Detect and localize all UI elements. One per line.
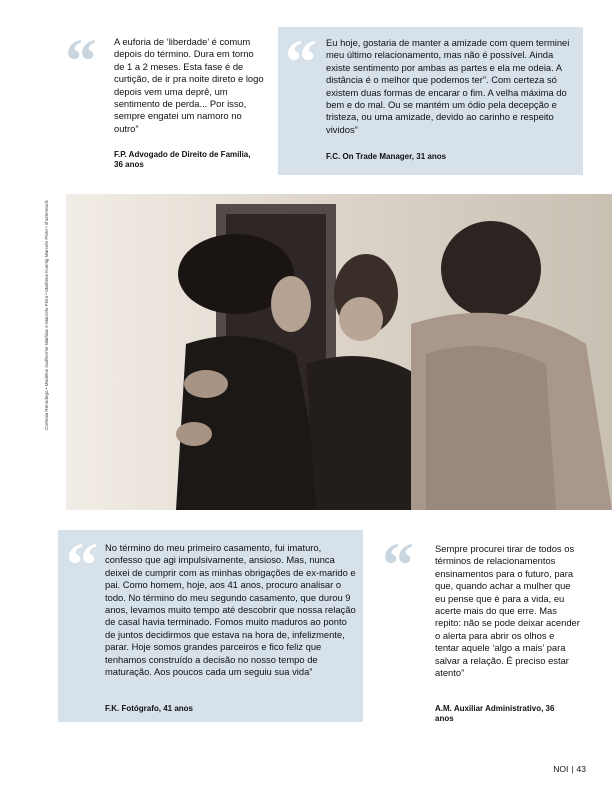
quote-text: Eu hoje, gostaria de manter a amizade com quem terminei meu último relacionamento, mas não é possível. Ainda existe sentimento por ambas as partes e ela me odeia. A distância é o melhor que podemos ter”. Com certeza só existem duas formas de encarar o fim. A velha máxima do bem e do mal. Ou se mantém um ódio pela decepção e tristeza, ou uma amizade, devido ao carinho e respeito vividos”	[326, 37, 570, 135]
quote-author: F.C. On Trade Manager, 31 anos	[326, 152, 447, 161]
quote-block-3	[58, 530, 363, 722]
quote-block-2	[278, 27, 583, 175]
quote-text: A euforia de ‘liberdade’ é comum depois do término. Dura em torno de 1 a 2 meses. Esta fase é de curtição, de ir pra noite direto e logo depois vem uma deprê, um sentimento de perda... Por isso, sempre engatei um namoro no outro”	[114, 36, 264, 134]
folio-separator: |	[571, 764, 574, 774]
quote-mark-icon: “	[285, 26, 311, 97]
quote-block-1	[60, 25, 264, 183]
quote-author: A.M. Auxiliar Administrativo, 36 anos	[435, 704, 555, 723]
page-folio	[553, 764, 586, 774]
quote-text: No término do meu primeiro casamento, fui imaturo, confesso que agi impulsivamente, ansioso. Mas, nunca deixei de cumprir com as minhas obrigações de ex-marido e pai. Como homem, hoje, aos 41 anos, procuro analisar o todo. No término do meu segundo casamento, que durou 9 anos, levamos muito tempo até descobrir que nossa relação de casal havia terminado. Fomos muito maduros ao ponto de juntos decidirmos que estava na hora de, infelizmente, parar. Hoje somos grandes parceiros e fico feliz que tenhamos construído a decisão no nosso tempo de maturação. Aos poucos cada um seguiu sua vida”	[105, 542, 356, 678]
quote-text: Sempre procurei tirar de todos os términos de relacionamentos ensinamentos para o futuro, para que, quando achar a mulher que eu pense que é para a vida, eu acerte mais do que erre. Mas repito: não se pode deixar acender o alerta para abrir os olhos e tentar aquele ‘algo a mais’ para salvar a relação. É preciso estar atento”	[435, 543, 580, 679]
quote-author: F.P. Advogado de Direito de Família, 36 anos	[114, 150, 251, 169]
quote-mark-icon: “	[66, 529, 92, 600]
editorial-photo	[66, 194, 612, 510]
quote-block-4	[380, 530, 580, 725]
photo-credit: Cortesia Renodego • Modelos Guilherme Mathias e Marcelo Pinto • Matheus Koenig Marcelo Pinto • shutterstock	[44, 200, 49, 430]
quote-mark-icon: “	[65, 25, 91, 96]
page-number: 43	[576, 764, 586, 774]
magazine-brand: NOI	[553, 764, 569, 774]
quote-author: F.K. Fotógrafo, 41 anos	[105, 704, 194, 713]
quote-mark-icon: “	[382, 529, 408, 600]
